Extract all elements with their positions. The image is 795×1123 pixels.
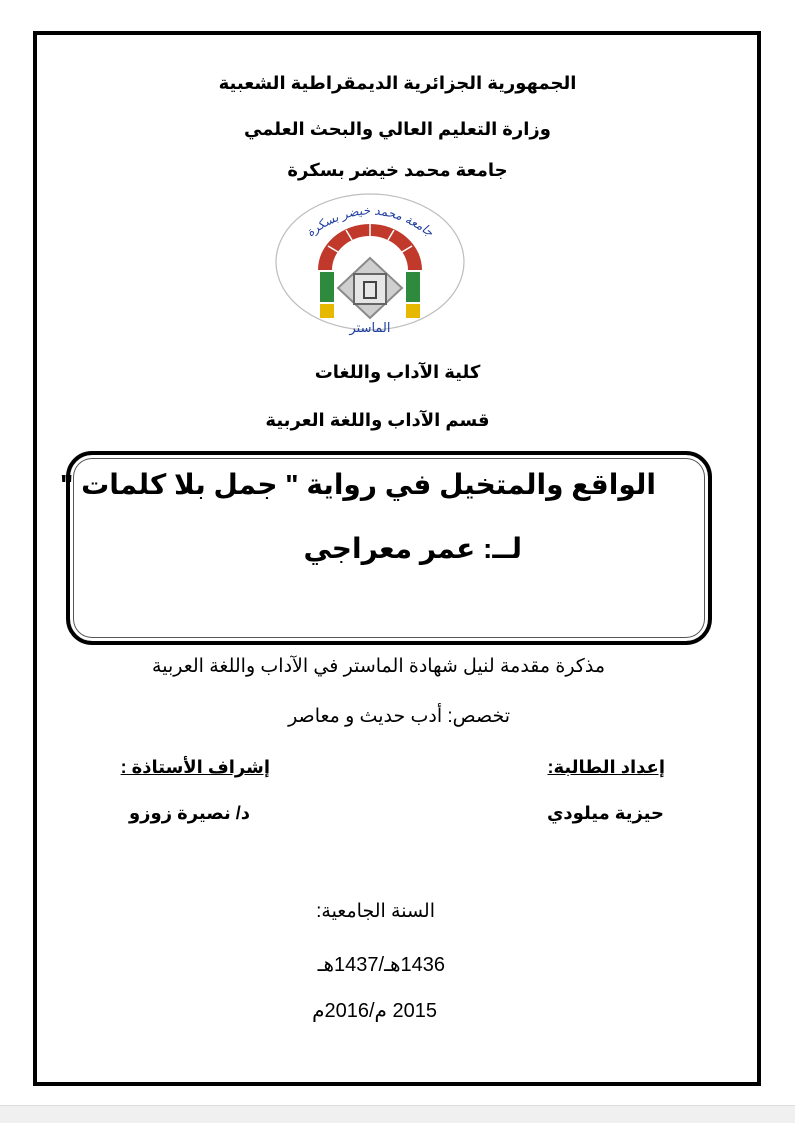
logo-arc-text: جامعة محمد خيضر بسكرة: [303, 203, 437, 240]
viewer-bottom-bar: [0, 1105, 795, 1123]
memo-description: مذكرة مقدمة لنيل شهادة الماستر في الآداب واللغة العربية: [152, 656, 605, 677]
student-label: إعداد الطالبة:: [547, 757, 665, 777]
student-name: حيزية ميلودي: [546, 803, 664, 823]
country-header: الجمهورية الجزائرية الديمقراطية الشعبية: [218, 73, 577, 93]
academic-year-hijri: 1436هـ/1437هـ: [317, 954, 445, 976]
academic-year-label: السنة الجامعية:: [316, 901, 435, 922]
university-header: جامعة محمد خيضر بسكرة: [287, 160, 508, 180]
university-logo: [270, 192, 470, 342]
department-name: قسم الآداب واللغة العربية: [265, 410, 490, 430]
thesis-title: الواقع والمتخيل في رواية " جمل بلا كلمات ": [60, 469, 656, 500]
ministry-header: وزارة التعليم العالي والبحث العلمي: [244, 119, 551, 139]
academic-year-gregorian: 2015 م/2016م: [312, 1000, 437, 1022]
thesis-author: لــ: عمر معراجي: [303, 533, 522, 564]
supervisor-label: إشراف الأستاذة :: [120, 757, 270, 777]
specialty: تخصص: أدب حديث و معاصر: [288, 706, 510, 727]
faculty-name: كلية الآداب واللغات: [314, 362, 481, 382]
supervisor-name: د/ نصيرة زوزو: [128, 803, 250, 823]
logo-bottom-text: الماستر: [349, 321, 391, 336]
